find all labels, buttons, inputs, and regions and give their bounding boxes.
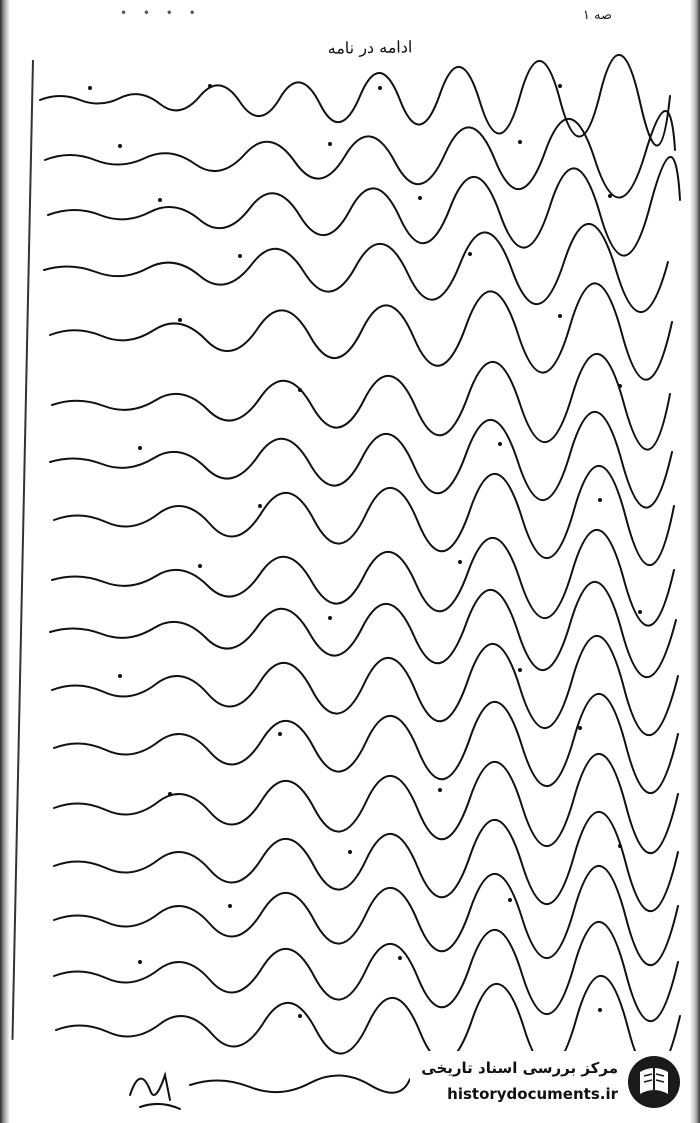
watermark-url: historydocuments.ir xyxy=(447,1085,618,1103)
handwritten-signature xyxy=(120,1045,420,1115)
archive-watermark xyxy=(410,1051,690,1113)
top-margin-marks: • • • • xyxy=(120,6,202,20)
archive-logo-icon xyxy=(626,1054,682,1110)
document-heading: ادامه در نامه xyxy=(327,37,413,58)
page-number: صه ۱ xyxy=(582,8,612,23)
watermark-title: مرکز بررسی اسناد تاریخی xyxy=(421,1059,618,1077)
